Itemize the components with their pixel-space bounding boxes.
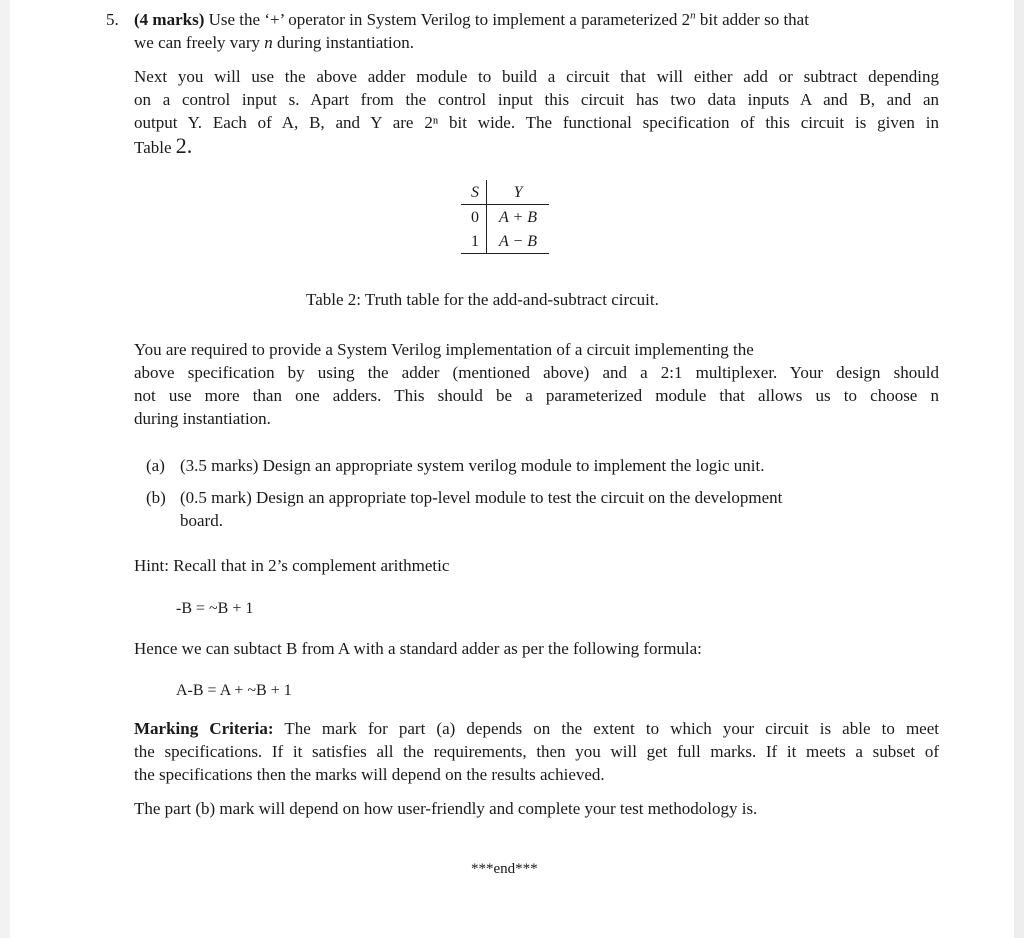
truth-header-y: Y bbox=[487, 180, 550, 205]
requirements-paragraph: You are required to provide a System Verilog implementation of a circuit implementing the above specification by using the adder (mentioned above) and a 2:1 multiplexer. Your design should not use more than one adders. This should be a parameterized module that allows us to choose n during instantiation. bbox=[134, 340, 939, 428]
truth-cell: A − B bbox=[487, 229, 550, 254]
truth-table bbox=[461, 180, 549, 254]
page-edge-right bbox=[1014, 0, 1024, 938]
truth-cell: 0 bbox=[461, 205, 487, 230]
marking-criteria: Marking Criteria: The mark for part (a) depends on the extent to which your circuit is able to meet the specifications. If it satisfies all the requirements, then you will get full marks. If it meets a subset of the specifications then the marks will depend on the results achieved. bbox=[134, 719, 939, 784]
circuit-description: Next you will use the above adder module to build a circuit that will either add or subtract depending on a control input s. Apart from the control input this circuit has two data inputs A and B, and an output Y. Each of A, B, and Y are 2ⁿ bit wide. The functional specification of this circuit is given in Table 2. bbox=[134, 67, 939, 158]
hint-text: Hint: Recall that in 2’s complement arithmetic bbox=[134, 556, 450, 575]
question-number: 5. bbox=[106, 10, 119, 29]
page-edge-left bbox=[0, 0, 10, 938]
truth-cell: A + B bbox=[499, 208, 538, 226]
table-caption: Table 2: Truth table for the add-and-subtract circuit. bbox=[306, 290, 659, 309]
truth-cell: 1 bbox=[461, 229, 487, 254]
truth-header-s: S bbox=[461, 180, 487, 205]
marks-label: (4 marks) bbox=[134, 10, 205, 29]
hint-subtraction: Hence we can subtact B from A with a standard adder as per the following formula: bbox=[134, 639, 702, 658]
formula-subtraction: A-B = A + ~B + 1 bbox=[176, 682, 292, 699]
marking-part-b: The part (b) mark will depend on how user-friendly and complete your test methodology is. bbox=[134, 799, 758, 818]
formula-negation: -B = ~B + 1 bbox=[176, 600, 254, 617]
end-marker: ***end*** bbox=[471, 861, 538, 877]
question-intro: (4 marks) Use the ‘+’ operator in System Verilog to implement a parameterized 2$^n$ bit adder so that we can freely vary n during instantiation. bbox=[134, 9, 809, 52]
